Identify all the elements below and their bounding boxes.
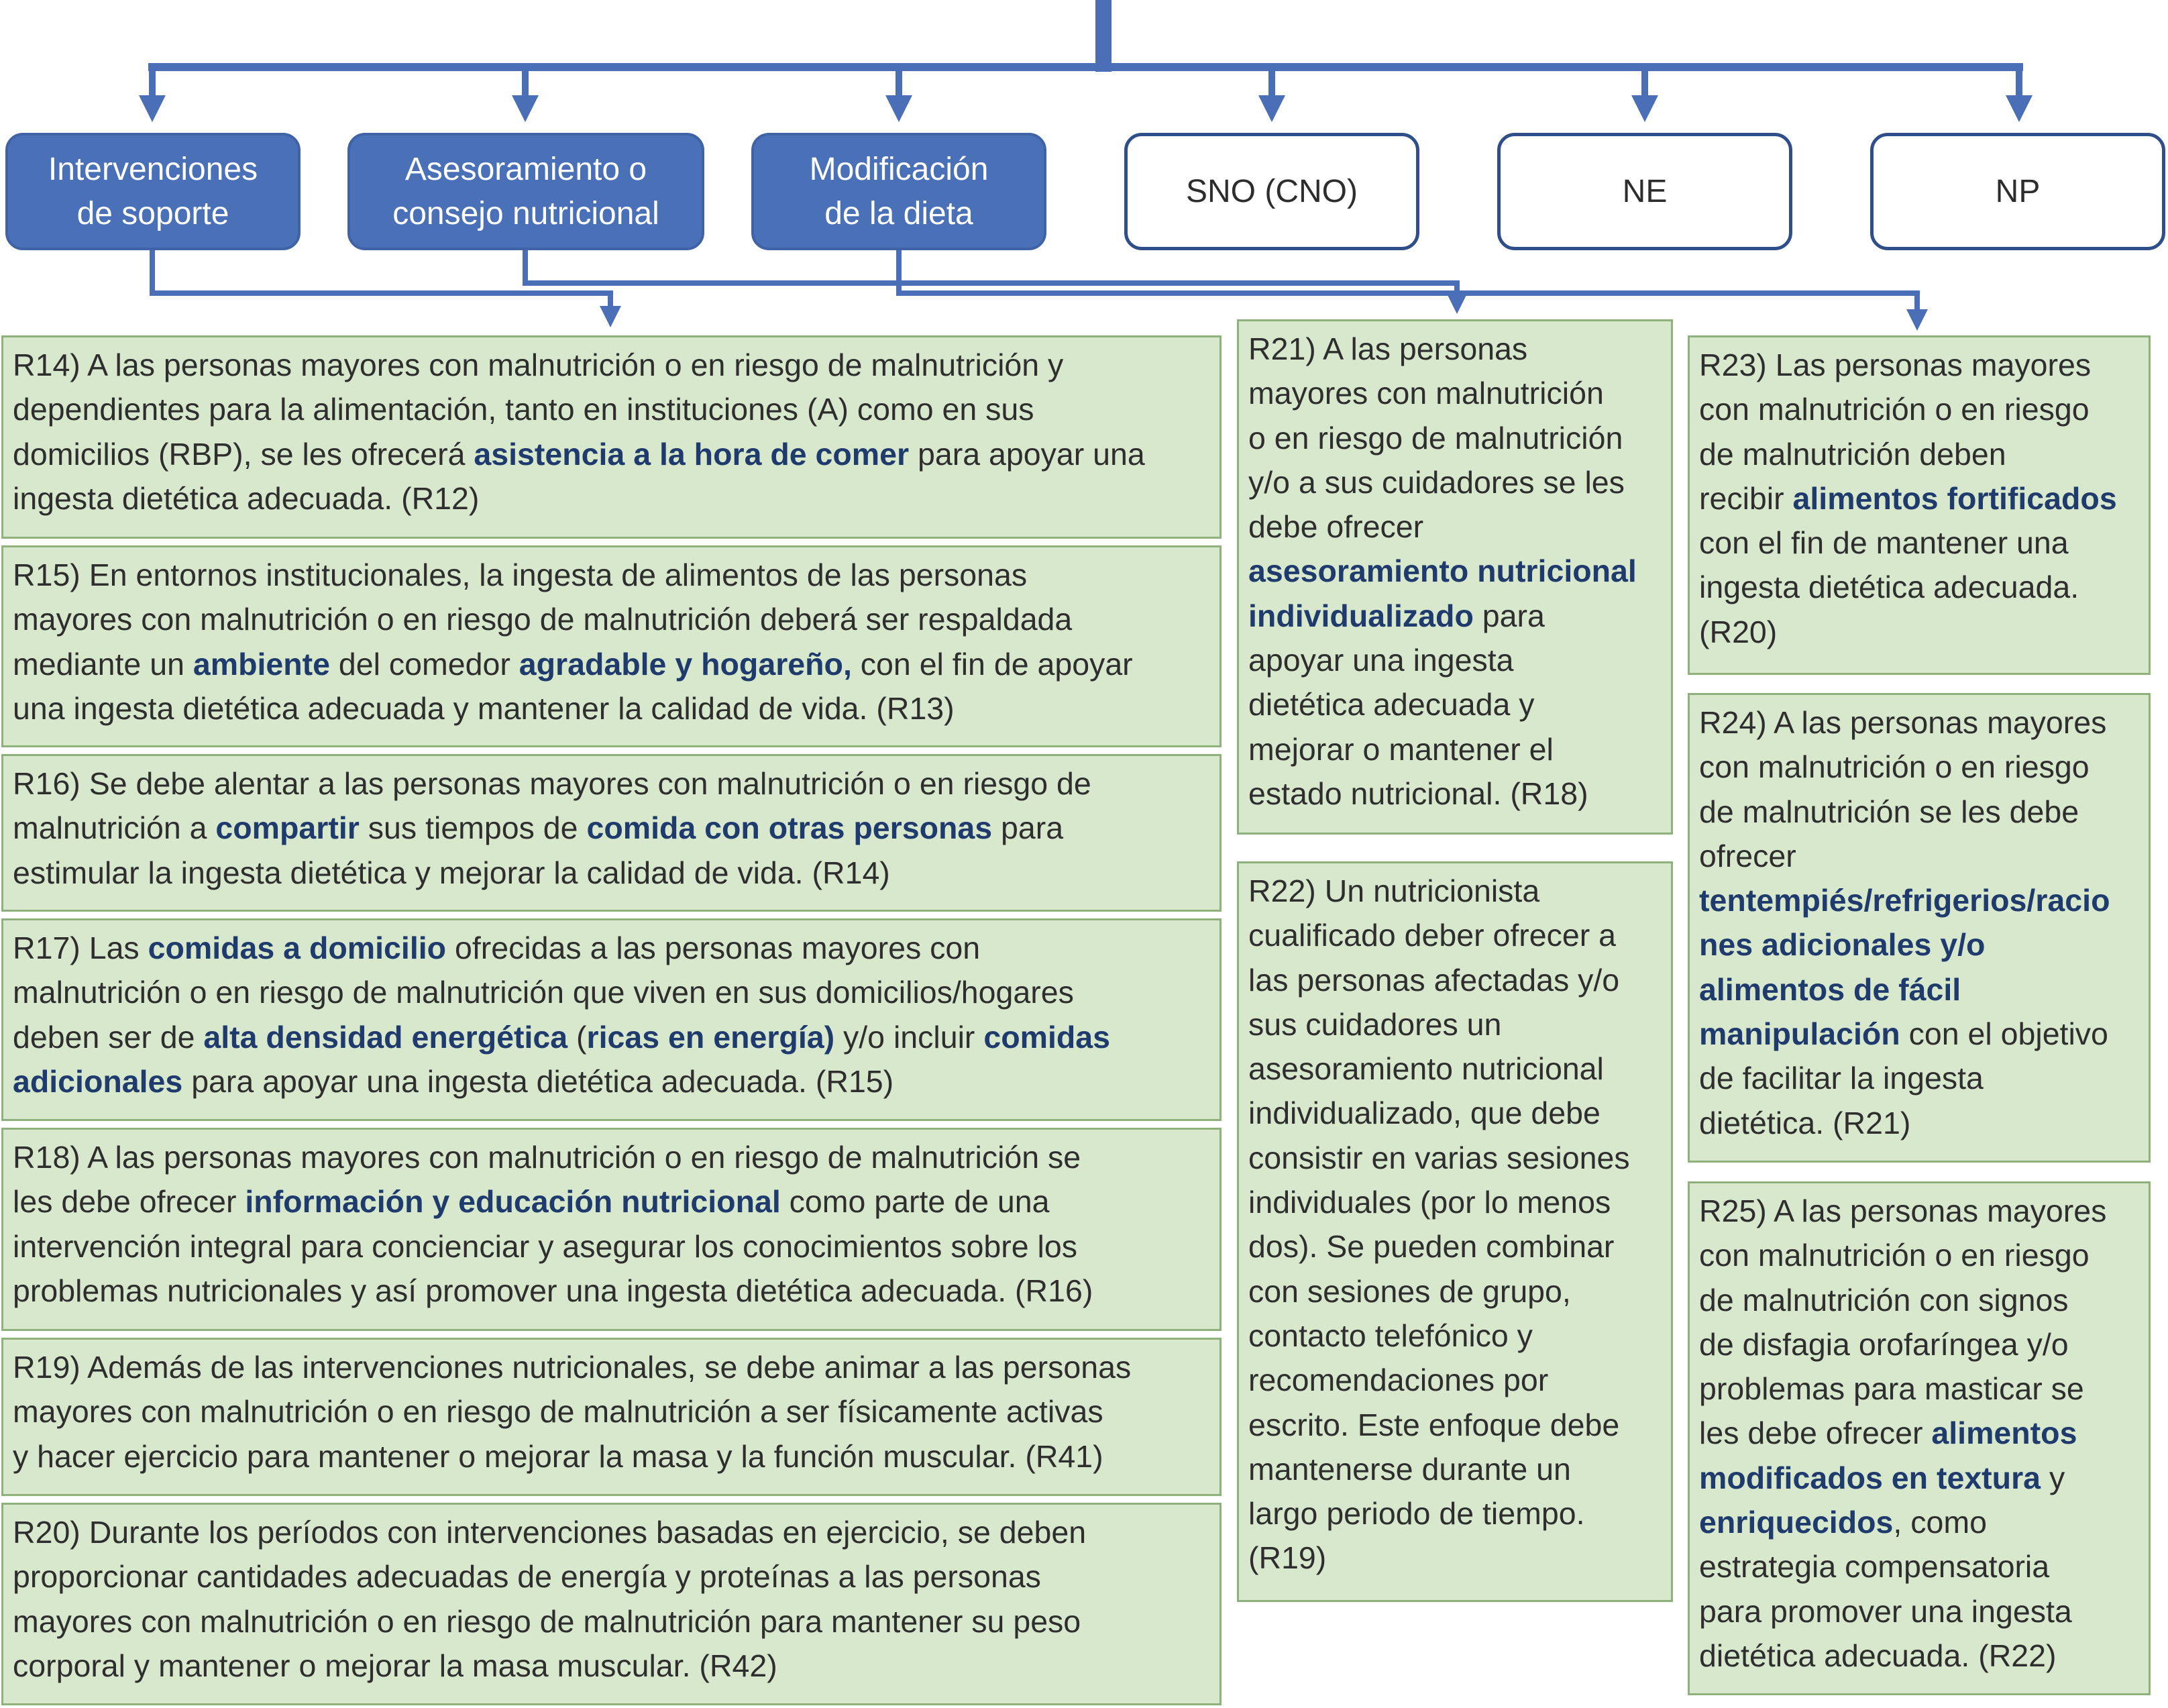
recommendation-text: ingesta dietética adecuada. (R12) — [13, 480, 480, 516]
recommendation-text: recomendaciones por — [1248, 1363, 1549, 1398]
recommendation-line — [1248, 771, 1662, 816]
recommendation-line — [1248, 869, 1662, 913]
recommendation-text: y hacer ejercicio para mantener o mejorar la masa y la función muscular. (R41) — [13, 1438, 1103, 1474]
recommendation-line — [1699, 1233, 2139, 1277]
category-label: Asesoramiento o — [404, 151, 647, 187]
recommendation-line — [13, 1389, 1210, 1434]
category-nutritional-counseling — [347, 133, 704, 250]
recommendation-text: mayores con malnutrición o en riesgo de malnutrición deberá ser respaldada — [13, 602, 1073, 637]
recommendation-line — [1248, 1224, 1662, 1269]
recommendation-line — [1699, 1056, 2139, 1100]
recommendation-text: mediante un — [13, 646, 193, 682]
emphasis-text: agradable y hogareño, — [519, 646, 852, 682]
recommendation-line — [13, 1269, 1210, 1313]
recommendation-line — [1699, 1589, 2139, 1634]
recommendation-text: sus cuidadores un — [1248, 1006, 1502, 1042]
recommendation-text: R24) A las personas mayores — [1699, 705, 2107, 740]
recommendation-text: con malnutrición o en riesgo — [1699, 392, 2090, 427]
recommendation-line — [13, 1599, 1210, 1644]
emphasis-text: individualizado — [1248, 598, 1474, 633]
recommendation-text: o en riesgo de malnutrición — [1248, 420, 1623, 456]
recommendation-text: mayores con malnutrición — [1248, 376, 1604, 411]
recommendation-line — [1248, 371, 1662, 415]
category-ne — [1497, 133, 1792, 250]
emphasis-text: alimentos fortificados — [1792, 480, 2117, 516]
recommendation-line — [1248, 327, 1662, 371]
recommendation-line — [13, 387, 1210, 431]
recommendation-line — [1248, 416, 1662, 460]
recommendation-text: para promover una ingesta — [1699, 1593, 2072, 1629]
recommendation-text: escrito. Este enfoque debe — [1248, 1407, 1620, 1442]
emphasis-text: asesoramiento nutricional — [1248, 553, 1637, 589]
recommendation-line — [13, 642, 1210, 686]
recommendation-line — [1699, 1322, 2139, 1367]
recommendation-text: dietética adecuada. (R22) — [1699, 1638, 2057, 1673]
recommendation-line — [1248, 549, 1662, 593]
recommendation-text: de malnutrición con signos — [1699, 1282, 2069, 1318]
recommendation-line — [13, 926, 1210, 970]
recommendation-text: y/o incluir — [834, 1019, 984, 1055]
emphasis-text: asistencia a la hora de comer — [474, 436, 910, 472]
recommendation-r17 — [1, 918, 1222, 1121]
recommendation-line — [1699, 700, 2139, 745]
recommendation-text: proporcionar cantidades adecuadas de energía y proteínas a las personas — [13, 1559, 1041, 1595]
recommendation-line — [1248, 1447, 1662, 1491]
category-label: NE — [1622, 173, 1668, 209]
emphasis-text: ambiente — [193, 646, 331, 682]
recommendation-r15 — [1, 545, 1222, 747]
recommendation-line — [1699, 1367, 2139, 1411]
recommendation-text: R18) A las personas mayores con malnutrición o en riesgo de malnutrición se — [13, 1140, 1081, 1175]
recommendation-text: mejorar o mantener el — [1248, 731, 1554, 767]
recommendation-text: R16) Se debe alentar a las personas mayores con malnutrición o en riesgo de — [13, 766, 1091, 801]
recommendation-line — [1248, 682, 1662, 727]
recommendation-line — [1248, 1358, 1662, 1402]
recommendation-r14 — [1, 335, 1222, 539]
emphasis-text: modificados en textura — [1699, 1460, 2041, 1495]
recommendation-line — [13, 1135, 1210, 1179]
recommendation-text: con sesiones de grupo, — [1248, 1273, 1571, 1309]
recommendation-line — [1248, 460, 1662, 504]
recommendation-line — [1248, 727, 1662, 771]
recommendation-line — [1699, 521, 2139, 565]
recommendation-text: dietética adecuada y — [1248, 687, 1535, 723]
recommendation-line — [13, 851, 1210, 895]
emphasis-text: comidas a domicilio — [148, 930, 447, 965]
category-label: Modificación — [809, 151, 989, 187]
recommendation-text: malnutrición a — [13, 810, 216, 846]
recommendation-line — [1699, 476, 2139, 521]
recommendation-text: del comedor — [330, 646, 519, 682]
recommendation-r23 — [1688, 335, 2151, 675]
recommendation-text: problemas para masticar se — [1699, 1371, 2084, 1407]
recommendation-text: para apoyar una ingesta dietética adecuada. (R15) — [182, 1063, 894, 1099]
recommendation-line — [13, 1510, 1210, 1554]
recommendation-text: R25) A las personas mayores — [1699, 1193, 2107, 1228]
recommendation-text: dietética. (R21) — [1699, 1105, 1911, 1140]
recommendation-text: ofrecer — [1699, 838, 1796, 873]
recommendation-line — [1248, 1491, 1662, 1536]
recommendation-text: de disfagia orofaríngea y/o — [1699, 1326, 2069, 1362]
recommendation-line — [1699, 565, 2139, 609]
recommendation-text: estado nutricional. (R18) — [1248, 776, 1588, 811]
recommendation-text: con el fin de mantener una — [1699, 525, 2069, 561]
recommendation-text: con el fin de apoyar — [851, 646, 1133, 682]
category-label: de soporte — [76, 195, 229, 231]
recommendation-line — [13, 597, 1210, 641]
recommendation-line — [1248, 1314, 1662, 1358]
recommendation-line — [13, 1345, 1210, 1389]
category-label: Intervenciones — [48, 151, 258, 187]
recommendation-line — [1248, 1403, 1662, 1447]
emphasis-text: alta densidad energética — [203, 1019, 568, 1055]
recommendation-line — [13, 1644, 1210, 1688]
recommendation-text: ingesta dietética adecuada. — [1699, 570, 2079, 605]
recommendation-text: les debe ofrecer — [13, 1184, 246, 1220]
recommendation-line — [13, 761, 1210, 806]
recommendation-line — [13, 1554, 1210, 1599]
recommendation-text: consistir en varias sesiones — [1248, 1140, 1630, 1175]
recommendation-text: problemas nutricionales y así promover una ingesta dietética adecuada. (R16) — [13, 1273, 1093, 1308]
recommendation-text: dos). Se pueden combinar — [1248, 1229, 1615, 1265]
emphasis-text: tentempiés/refrigerios/racio — [1699, 883, 2110, 918]
category-sno-cno — [1124, 133, 1419, 250]
recommendation-text: domicilios (RBP), se les ofrecerá — [13, 436, 474, 472]
recommendation-text: mantenerse durante un — [1248, 1451, 1571, 1487]
recommendation-line — [1699, 922, 2139, 967]
recommendation-line — [1699, 1012, 2139, 1056]
recommendation-line — [13, 476, 1210, 521]
recommendation-text: (R20) — [1699, 614, 1778, 649]
recommendation-line — [13, 1015, 1210, 1059]
category-diet-modification — [751, 133, 1046, 250]
recommendation-line — [1248, 1180, 1662, 1224]
recommendation-line — [1248, 1536, 1662, 1580]
emphasis-text: alimentos de fácil — [1699, 971, 1961, 1007]
recommendation-line — [1699, 967, 2139, 1012]
recommendation-text: ( — [567, 1019, 587, 1055]
recommendation-text: cualificado deber ofrecer a — [1248, 918, 1616, 953]
recommendation-text: dependientes para la alimentación, tanto en instituciones (A) como en sus — [13, 392, 1034, 427]
category-label: de la dieta — [824, 195, 973, 231]
recommendation-text: R22) Un nutricionista — [1248, 873, 1540, 908]
recommendation-line — [1699, 432, 2139, 476]
emphasis-text: información y educación nutricional — [245, 1184, 781, 1220]
recommendation-text: mayores con malnutrición o en riesgo de malnutrición a ser físicamente activas — [13, 1394, 1103, 1430]
recommendation-line — [1699, 1278, 2139, 1322]
recommendation-line — [1248, 594, 1662, 638]
category-label: SNO (CNO) — [1186, 173, 1358, 209]
recommendation-line — [13, 1434, 1210, 1479]
recommendation-text: las personas afectadas y/o — [1248, 962, 1620, 998]
recommendation-line — [1699, 790, 2139, 834]
recommendation-text: deben ser de — [13, 1019, 204, 1055]
category-label: consejo nutricional — [392, 195, 659, 231]
recommendation-text: malnutrición o en riesgo de malnutrición que viven en sus domicilios/hogares — [13, 975, 1074, 1010]
recommendation-line — [13, 1059, 1210, 1104]
recommendation-text: recibir — [1699, 480, 1793, 516]
recommendation-text: estrategia compensatoria — [1699, 1549, 2050, 1585]
emphasis-text: nes adicionales y/o — [1699, 927, 1986, 963]
recommendation-text: mayores con malnutrición o en riesgo de malnutrición para mantener su peso — [13, 1603, 1081, 1639]
recommendation-line — [1699, 387, 2139, 431]
emphasis-text: enriquecidos — [1699, 1505, 1894, 1540]
emphasis-text: ricas en energía) — [586, 1019, 835, 1055]
recommendation-line — [1699, 745, 2139, 789]
recommendation-text: para — [992, 810, 1064, 846]
recommendation-line — [13, 432, 1210, 476]
recommendation-text: de facilitar la ingesta — [1699, 1061, 1984, 1096]
recommendation-text: para apoyar una — [909, 436, 1145, 472]
recommendation-line — [13, 806, 1210, 850]
category-label: NP — [1995, 173, 2041, 209]
recommendation-line — [1699, 834, 2139, 878]
recommendation-text: individualizado, que debe — [1248, 1096, 1601, 1131]
recommendation-line — [1248, 913, 1662, 957]
recommendation-line — [13, 1224, 1210, 1269]
recommendation-line — [13, 686, 1210, 731]
recommendation-text: con el objetivo — [1900, 1016, 2108, 1052]
recommendation-line — [1699, 1101, 2139, 1145]
recommendation-line — [13, 343, 1210, 387]
recommendation-text: como parte de una — [780, 1184, 1050, 1220]
emphasis-text: compartir — [215, 810, 360, 846]
emphasis-text: manipulación — [1699, 1016, 1900, 1052]
recommendation-line — [1699, 1634, 2139, 1678]
recommendation-text: para — [1473, 598, 1545, 633]
recommendation-line — [1248, 1091, 1662, 1135]
emphasis-text: adicionales — [13, 1063, 183, 1099]
recommendation-text: ofrecidas a las personas mayores con — [446, 930, 981, 965]
recommendation-line — [1248, 638, 1662, 682]
recommendation-text: una ingesta dietética adecuada y mantener la calidad de vida. (R13) — [13, 690, 955, 726]
recommendation-text: intervención integral para concienciar y asegurar los conocimientos sobre los — [13, 1228, 1077, 1264]
recommendation-r18 — [1, 1128, 1222, 1331]
recommendation-line — [1248, 1269, 1662, 1314]
recommendation-line — [1699, 1500, 2139, 1544]
recommendation-text: R14) A las personas mayores con malnutrición o en riesgo de malnutrición y — [13, 348, 1064, 382]
recommendation-text: , como — [1893, 1505, 1987, 1540]
recommendation-line — [13, 553, 1210, 597]
recommendation-text: (R19) — [1248, 1540, 1327, 1576]
recommendation-line — [1699, 1411, 2139, 1455]
recommendation-text: asesoramiento nutricional — [1248, 1051, 1604, 1087]
recommendation-line — [1248, 1002, 1662, 1047]
recommendation-line — [1699, 878, 2139, 922]
emphasis-text: alimentos — [1931, 1416, 2077, 1451]
emphasis-text: comida con otras personas — [586, 810, 993, 846]
recommendation-text: contacto telefónico y — [1248, 1318, 1533, 1353]
recommendation-line — [1699, 1189, 2139, 1233]
recommendation-line — [1248, 1136, 1662, 1180]
recommendation-text: R20) Durante los períodos con intervenciones basadas en ejercicio, se deben — [13, 1515, 1087, 1550]
recommendation-text: R19) Además de las intervenciones nutricionales, se debe animar a las personas — [13, 1350, 1132, 1385]
recommendation-text: de malnutrición se les debe — [1699, 794, 2079, 829]
category-supportive-interventions — [5, 133, 301, 250]
recommendation-r16 — [1, 754, 1222, 912]
recommendation-text: apoyar una ingesta — [1248, 643, 1514, 678]
recommendation-text: de malnutrición deben — [1699, 436, 2006, 472]
recommendation-r21 — [1237, 319, 1673, 835]
recommendation-r20 — [1, 1503, 1222, 1705]
recommendation-text: con malnutrición o en riesgo — [1699, 749, 2090, 785]
recommendation-text: corporal y mantener o mejorar la masa muscular. (R42) — [13, 1648, 777, 1683]
recommendation-r19 — [1, 1338, 1222, 1496]
recommendation-r25 — [1688, 1181, 2151, 1695]
recommendation-text: sus tiempos de — [359, 810, 587, 846]
recommendation-line — [1248, 1047, 1662, 1091]
recommendation-line — [1248, 504, 1662, 549]
recommendation-r24 — [1688, 693, 2151, 1163]
recommendation-line — [13, 970, 1210, 1014]
recommendation-text: con malnutrición o en riesgo — [1699, 1238, 2090, 1273]
recommendation-text: y/o a sus cuidadores se les — [1248, 464, 1625, 500]
category-np — [1870, 133, 2165, 250]
recommendation-line — [13, 1179, 1210, 1224]
recommendation-text: y — [2041, 1460, 2065, 1495]
recommendation-line — [1699, 610, 2139, 654]
recommendation-text: estimular la ingesta dietética y mejorar la calidad de vida. (R14) — [13, 855, 890, 890]
recommendation-text: largo periodo de tiempo. — [1248, 1496, 1585, 1532]
emphasis-text: comidas — [983, 1019, 1111, 1055]
recommendation-text: individuales (por lo menos — [1248, 1185, 1611, 1220]
recommendation-text: R15) En entornos institucionales, la ingesta de alimentos de las personas — [13, 557, 1028, 592]
recommendation-line — [1699, 343, 2139, 387]
recommendation-text: R17) Las — [13, 930, 148, 965]
recommendation-line — [1699, 1544, 2139, 1589]
recommendation-r22 — [1237, 861, 1673, 1602]
recommendation-text: debe ofrecer — [1248, 509, 1424, 545]
recommendation-line — [1248, 958, 1662, 1002]
recommendation-text: R23) Las personas mayores — [1699, 348, 2092, 382]
recommendation-text: les debe ofrecer — [1699, 1416, 1932, 1451]
recommendation-text: R21) A las personas — [1248, 331, 1528, 366]
recommendation-line — [1699, 1456, 2139, 1500]
